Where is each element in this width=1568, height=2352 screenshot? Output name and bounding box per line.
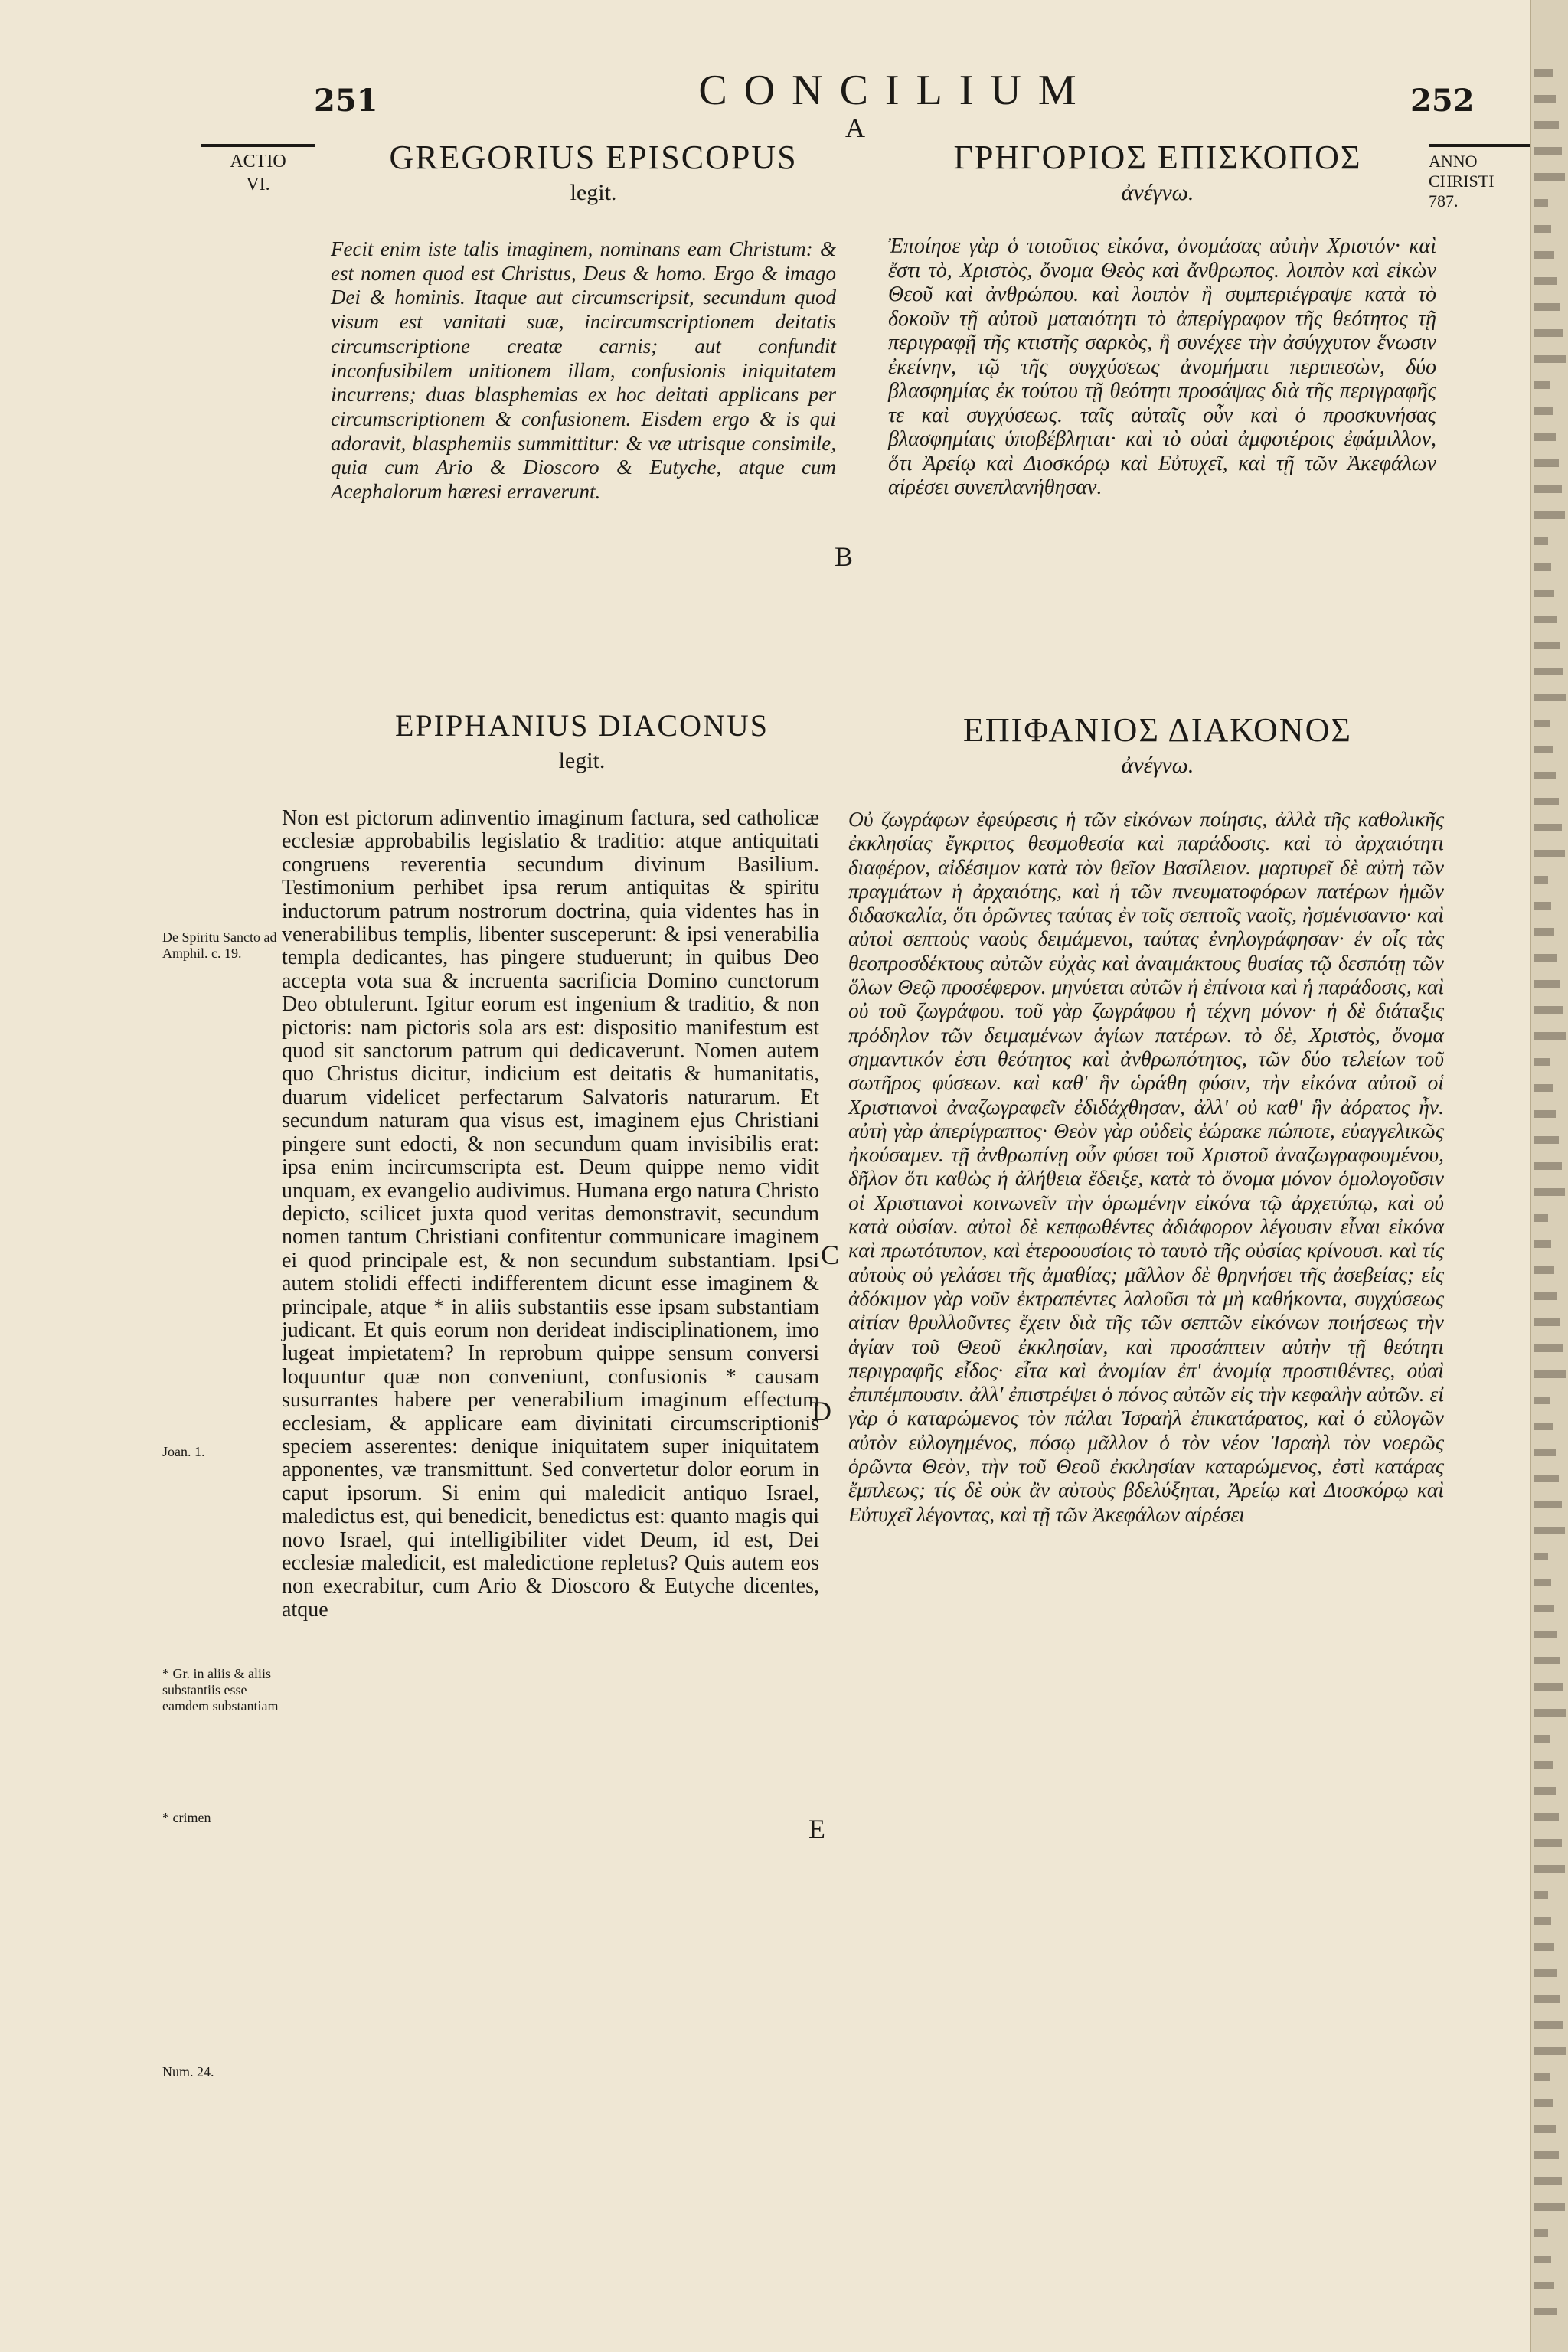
facing-page-text-fragment: [1534, 381, 1550, 389]
facing-page-text-fragment: [1534, 2203, 1565, 2211]
section-letter-e: E: [808, 1814, 825, 1844]
facing-page-text-fragment: [1534, 69, 1553, 77]
facing-page-text-fragment: [1534, 1370, 1566, 1378]
section1-latin-text: Fecit enim iste talis imaginem, nominans eam Christum: & est nomen quod est Christus, Deus & homo. Ergo & imago Dei & hominis. Itaque aut circumscripsit, secundum quod visum est vanitati suæ, incircumscriptionem deitatis circumscriptione creatæ carnis; aut confundit inconfusibilem unitionem illam, confusionis iniquitatem incurrens; duas blasphemias ex hoc deitati applicans per circumscriptionem & confusionem. Eisdem ergo & is qui adoravit, blasphemiis summittitur: & væ utrisque consimile, quia cum Ario & Dioscoro & Eutyche, atque cum Acephalorum hæresi erraverunt.: [331, 237, 836, 504]
facing-page-text-fragment: [1534, 2308, 1557, 2315]
facing-page-text-fragment: [1534, 902, 1551, 910]
greek-verb: ἀνέγνω.: [1121, 180, 1194, 205]
facing-page-text-fragment: [1534, 147, 1562, 155]
facing-page-text-fragment: [1534, 277, 1557, 285]
facing-page-text-fragment: [1534, 225, 1551, 233]
facing-page-text-fragment: [1534, 433, 1556, 441]
facing-page-text-fragment: [1534, 1839, 1562, 1847]
facing-page-text-fragment: [1534, 173, 1565, 181]
actio-number: VI.: [246, 175, 270, 194]
latin-speaker: EPIPHANIUS DIACONUS: [394, 708, 769, 743]
facing-page-text-fragment: [1534, 642, 1560, 649]
facing-page-text-fragment: [1534, 668, 1563, 675]
facing-page-text-fragment: [1534, 1344, 1563, 1352]
actio-word: ACTIO: [230, 152, 286, 172]
facing-page-text-fragment: [1534, 1761, 1553, 1769]
facing-page-text-fragment: [1534, 1553, 1548, 1560]
facing-page-edge: [1530, 0, 1568, 2352]
facing-page-text-fragment: [1534, 1813, 1559, 1821]
facing-page-text-fragment: [1534, 824, 1562, 831]
facing-page-text-fragment: [1534, 2099, 1553, 2107]
anno-christi: CHRISTI: [1429, 172, 1494, 191]
greek-verb: ἀνέγνω.: [1121, 753, 1194, 778]
facing-page-text-fragment: [1534, 355, 1566, 363]
facing-page-text-fragment: [1534, 2230, 1548, 2237]
facing-page-text-fragment: [1534, 1240, 1551, 1248]
facing-page-text-fragment: [1534, 980, 1560, 988]
actio-label: [201, 144, 315, 196]
page-number-right: 252: [1410, 83, 1475, 119]
anno-word: ANNO: [1429, 152, 1478, 171]
facing-page-text-fragment: [1534, 459, 1559, 467]
anno-label: [1429, 144, 1530, 211]
facing-page-text-fragment: [1534, 1891, 1548, 1899]
facing-page-text-fragment: [1534, 876, 1548, 884]
facing-page-text-fragment: [1534, 2073, 1550, 2081]
section1-latin-heading: [329, 136, 858, 207]
facing-page-text-fragment: [1534, 1266, 1554, 1274]
facing-page-text-fragment: [1534, 616, 1557, 623]
facing-page-text-fragment: [1534, 1162, 1562, 1170]
facing-page-text-fragment: [1534, 1188, 1565, 1196]
section-letter-b: B: [835, 541, 854, 572]
section1-greek-heading: [885, 136, 1430, 207]
marginal-note-greek: * Gr. in aliis & aliis substantiis esse eamdem substantiam: [162, 1666, 279, 1713]
section-letter-a: A: [845, 113, 865, 143]
section2-latin-heading: [329, 704, 835, 775]
facing-page-text-fragment: [1534, 1084, 1553, 1092]
facing-page-text-fragment: [1534, 303, 1560, 311]
facing-page-text-fragment: [1534, 1657, 1560, 1664]
facing-page-text-fragment: [1534, 746, 1553, 753]
facing-page-text-fragment: [1534, 511, 1565, 519]
facing-page-text-fragment: [1534, 1631, 1557, 1638]
section2-greek-heading: [858, 709, 1458, 779]
facing-page-text-fragment: [1534, 928, 1554, 936]
facing-page-text-fragment: [1534, 2256, 1551, 2263]
section-letter-c: C: [821, 1240, 840, 1270]
facing-page-text-fragment: [1534, 1318, 1560, 1326]
greek-speaker: ΕΠΙΦΑΝΙΟΣ ΔΙΑΚΟΝΟΣ: [963, 711, 1352, 749]
greek-speaker: ΓΡΗΓΟΡΙΟΣ ΕΠΙΣΚΟΠΟΣ: [953, 139, 1362, 176]
facing-page-text-fragment: [1534, 1787, 1556, 1795]
facing-page-text-fragment: [1534, 485, 1562, 493]
latin-verb: legit.: [558, 748, 606, 773]
facing-page-text-fragment: [1534, 720, 1550, 727]
facing-page-text-fragment: [1534, 1058, 1550, 1066]
marginal-note-num: Num. 24.: [162, 2064, 214, 2079]
facing-page-text-fragment: [1534, 694, 1566, 701]
facing-page-text-fragment: [1534, 1943, 1554, 1951]
anno-year: 787.: [1429, 191, 1459, 211]
facing-page-text-fragment: [1534, 798, 1559, 805]
facing-page-text-fragment: [1534, 954, 1557, 962]
marginal-note-crimen: * crimen: [162, 1810, 211, 1825]
facing-page-text-fragment: [1534, 564, 1551, 571]
facing-page-text-fragment: [1534, 537, 1548, 545]
facing-page-text-fragment: [1534, 1995, 1560, 2003]
section2-latin-text: Non est pictorum adinventio imaginum factura, sed catholicæ ecclesiæ approbabilis legislatio & traditio: atque antiquitati congruens reverentia secundum divinum Basilium. Testimonium perhibet ipsa rerum antiquitas & spiritu inductorum patrum nostrorum doctrina, quia videntes has in venerabilibus templis, libenter susceperunt: & ipsi venerabilia templa dedicantes, has pingere studuerunt; in quibus Deo accepta vota sua & incruenta sacrificia Domino cunctorum Deo obtulerunt. Igitur eorum est ingenium & traditio, & non pictoris: nam pictoris sola ars est: dispositio manifestum est quod sit sanctorum patrum qui dedicaverunt. Nomen autem quo Christus dicitur, indicium est deitatis & humanitatis, duarum videlicet perfectarum Salvatoris naturarum. Et secundum naturam qua visus est, imaginem ejus Christiani pingere sunt edocti, & non secundum quam invisibilis erat: ipsa enim incircumscripta est. Deum quippe nemo vidit unquam, ex evangelio audivimus. Humana ergo natura Christo depicto, scilicet juxta quod veritas demonstravit, secundum nomen tantum Christiani confitentur communicare imaginem ei quod principale est, & non secundum substantiam. Ipsi autem stolidi effecti indifferentem dicunt esse imaginem & principale, atque * in aliis substantiis esse ipsam substantiam judicant. Et quis eorum non derideat indisciplinationem, imo lugeat impietatem? In reprobum quippe sensum conversi loquuntur quæ non conveniunt, confusionis * causam susurrantes habere per venerabilium imaginum effectum ecclesiam, & applicare eam divinitati circumscriptionis speciem asserentes: denique iniquitatem super iniquitatem apponentes, væ transmittunt. Sed convertetur dolor eorum in caput ipsorum. Si enim qui maledicit antiquo Israel, maledictus est, qui benedicit, benedictus est: quanto magis qui novo Israel, qui intelligibiliter videt Deum, id est, Dei ecclesiæ maledicit, est maledictione repletus? Quis autem eos non execrabitur, cum Ario & Dioscoro & Eutyche dicentes, atque: [282, 806, 819, 1622]
facing-page-text-fragment: [1534, 1006, 1563, 1014]
facing-page-text-fragment: [1534, 1423, 1553, 1430]
facing-page-text-fragment: [1534, 590, 1554, 597]
latin-speaker: GREGORIUS EPISCOPUS: [389, 139, 798, 176]
facing-page-text-fragment: [1534, 1449, 1556, 1456]
facing-page-text-fragment: [1534, 199, 1548, 207]
running-title: CONCILIUM: [698, 67, 1093, 114]
section2-greek-text: Οὐ ζωγράφων ἐφεύρεσις ἡ τῶν εἰκόνων ποίησις, ἀλλὰ τῆς καθολικῆς ἐκκλησίας ἔγκριτος θεσμοθεσία καὶ παράδοσις. καὶ τὸ ἀρχαιότητι διαφέρον, αἰδέσιμον κατὰ τὸν θεῖον Βασίλειον. μαρτυρεῖ δὲ αὐτὴ τῶν πραγμάτων ἡ ἀρχαιότης, καὶ ἡ τῶν πνευματοφόρων πατέρων ἡμῶν διδασκαλία, ὅτι ὁρῶντες ταύτας ἐν τοῖς σεπτοῖς ναοῖς, ἠσμένισαντο· καὶ αὐτοὶ σεπτοὺς ναοὺς δειμάμενοι, ταύτας ἐνηλογράφησαν· ἐν οἷς τὰς θεοπροσδέκτους αὐτῶν εὐχὰς καὶ ἀναιμάκτους θυσίας τῷ δεσπότῃ τῶν ὅλων Θεῷ προσέφερον. μηνύεται αὐτῶν ἡ ἐπίνοια καὶ ἡ παράδοσις, καὶ οὐ τοῦ ζωγράφου. τοῦ γὰρ ζωγράφου ἡ τέχνη μόνον· ἡ δὲ διάταξις πρόδηλον τῶν δειμαμένων ἁγίων πατέρων. τὸ δὲ, Χριστὸς, ὄνομα σημαντικόν ἐστι θεότητος καὶ ἀνθρωπότητος, τῶν δύο τελείων τοῦ σωτῆρος φύσεων. καὶ καθ' ἣν ὡράθη φύσιν, τὴν εἰκόνα αὐτοῦ οἱ Χριστιανοὶ ἀναζωγραφεῖν ἐδιδάχθησαν, ἀλλ' οὐ καθ' ἣν ἀόρατος ἦν. αὐτὴ γὰρ ἀπερίγραπτος· Θεὸν γὰρ οὐδεὶς ἑώρακε πώποτε, εὐαγγελικῶς ἠκούσαμεν. τῇ ἀνθρωπίνῃ οὖν φύσει τοῦ Χριστοῦ ἀναζωγραφουμένου, δῆλον ὅτι καθὼς ἡ ἀλήθεια ἔδειξε, κατὰ τὸ ὄνομα μόνον ὁμολογοῦσιν οἱ Χριστιανοὶ κοινωνεῖν τὴν ὁρωμένην εἰκόνα τῷ ἀρχετύπῳ, καὶ οὐ κατὰ οὐσίαν. αὐτοὶ δὲ κεπφωθέντες ἀδιάφορον λέγουσιν εἶναι εἰκόνα καὶ πρωτότυπον, καὶ ἑτεροουσίοις τὸ ταυτὸ τῆς οὐσίας κρίνουσι. καὶ τίς αὐτοὺς οὐ γελάσει τῆς ἀμαθίας; μᾶλλον δὲ θρηνήσει τῆς ἀσεβείας; εἰς ἀδόκιμον γὰρ νοῦν ἐκτραπέντες λαλοῦσι τὰ μὴ καθήκοντα, συγχύσεως αἰτίαν θρυλλοῦντες ἔχειν διὰ τῆς τῶν σεπτῶν εἰκόνων ποιήσεως τὴν ἁγίαν τοῦ Θεοῦ ἐκκλησίαν, καὶ προσάπτειν αὐτὴν τῇ θεότητι περιγραφῆς εἶδος· εἶτα καὶ ἀνομίαν ἐπ' ἀνομίᾳ προστιθέντες, οὐαὶ ἐπιπέμπουσιν. ἀλλ' ἐπιστρέψει ὁ πόνος αὐτῶν εἰς τὴν κεφαλὴν αὐτῶν. εἰ γὰρ ὁ καταρώμενος τὸν πάλαι Ἰσραὴλ ἐπικατάρατος, καὶ ὁ εὐλογῶν αὐτὸν εὐλογημένος, πόσῳ μᾶλλον ὁ τὸν νέον Ἰσραὴλ τὸν νοερῶς ὁρῶντα Θεὸν, τὴν τοῦ Θεοῦ ἐκκλησίαν καταρώμενος, ἐστὶ κατάρας ἔμπλεως; τίς δὲ οὐκ ἂν αὐτοὺς βδελύξηται, Ἀρείῳ καὶ Διοσκόρῳ καὶ Εὐτυχεῖ λέγοντας, καὶ τῇ τῶν Ἀκεφάλων αἱρέσει: [848, 807, 1444, 1526]
facing-page-text-fragment: [1534, 2151, 1559, 2159]
facing-page-text-fragment: [1534, 1683, 1563, 1690]
section-letter-d: D: [812, 1396, 831, 1426]
facing-page-text-fragment: [1534, 1501, 1562, 1508]
facing-page-text-fragment: [1534, 95, 1556, 103]
facing-page-text-fragment: [1534, 1292, 1557, 1300]
facing-page-text-fragment: [1534, 1917, 1551, 1925]
facing-page-text-fragment: [1534, 1579, 1551, 1586]
facing-page-text-fragment: [1534, 1396, 1550, 1404]
marginal-note-basil: De Spiritu Sancto ad Amphil. c. 19.: [162, 929, 277, 961]
facing-page-text-fragment: [1534, 2047, 1566, 2055]
facing-page-text-fragment: [1534, 1865, 1565, 1873]
latin-verb: legit.: [570, 180, 617, 205]
marginal-note-joan: Joan. 1.: [162, 1444, 205, 1459]
section1-greek-text: Ἐποίησε γὰρ ὁ τοιοῦτος εἰκόνα, ὀνομάσας αὐτὴν Χριστόν· καὶ ἔστι τὸ, Χριστὸς, ὄνομα Θεὸς καὶ ἄνθρωπος. λοιπὸν καὶ εἰκὼν Θεοῦ καὶ ἀνθρώπου. καὶ λοιπὸν ἢ συμπεριέγραψε κατὰ τὸ δοκοῦν τῇ αὐτοῦ ματαιότητι τὸ ἀπερίγραφον τῆς θεότητος τῇ περιγραφῇ τῆς κτιστῆς σαρκὸς, ἢ συνέχεε τὴν ἀσύγχυτον ἕνωσιν ἐκείνην, τῷ τῆς συγχύσεως ἀνομήματι περιπεσὼν, δύο βλασφημίας ἐκ τούτου τῇ θεότητι προσάψας διὰ τῆς περιγραφῆς τε καὶ συγχύσεως. ταῖς αὐταῖς οὖν καὶ ὁ προσκυνήσας βλασφημίαις ὑποβέβληται· καὶ τὸ οὐαὶ ἀμφοτέροις ἐφάμιλλον, ὅτι Ἀρείῳ καὶ Διοσκόρῳ καὶ Εὐτυχεῖ, καὶ τῇ τῶν Ἀκεφάλων αἱρέσει συνεπλανήθησαν.: [888, 234, 1436, 499]
facing-page-text-fragment: [1534, 1110, 1556, 1118]
facing-page-text-fragment: [1534, 329, 1563, 337]
facing-page-text-fragment: [1534, 2125, 1556, 2133]
page-number-left: 251: [314, 83, 378, 119]
facing-page-text-fragment: [1534, 1969, 1557, 1977]
facing-page-text-fragment: [1534, 407, 1553, 415]
facing-page-text-fragment: [1534, 850, 1565, 858]
facing-page-text-fragment: [1534, 1605, 1554, 1612]
facing-page-text-fragment: [1534, 772, 1556, 779]
facing-page-text-fragment: [1534, 2177, 1562, 2185]
facing-page-text-fragment: [1534, 121, 1559, 129]
facing-page-text-fragment: [1534, 1709, 1566, 1717]
facing-page-text-fragment: [1534, 1735, 1550, 1743]
facing-page-text-fragment: [1534, 1214, 1548, 1222]
facing-page-text-fragment: [1534, 1527, 1565, 1534]
facing-page-text-fragment: [1534, 251, 1554, 259]
facing-page-text-fragment: [1534, 1475, 1559, 1482]
facing-page-text-fragment: [1534, 1136, 1559, 1144]
facing-page-text-fragment: [1534, 2021, 1563, 2029]
facing-page-text-fragment: [1534, 1032, 1566, 1040]
facing-page-text-fragment: [1534, 2282, 1554, 2289]
